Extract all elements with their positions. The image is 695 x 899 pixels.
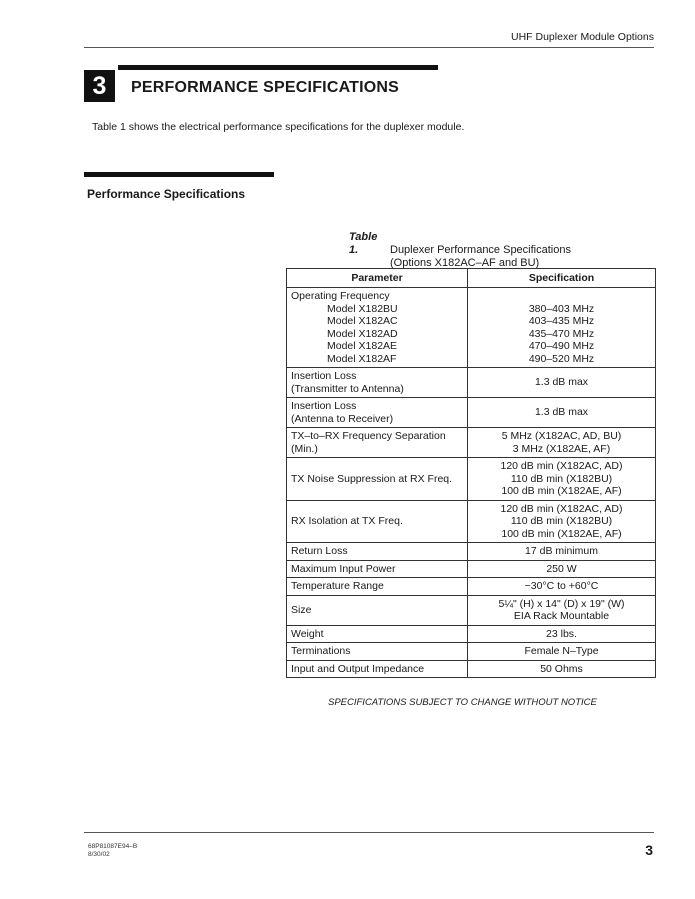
change-notice: SPECIFICATIONS SUBJECT TO CHANGE WITHOUT NOTICE (328, 697, 597, 708)
value-text: 5¼" (H) x 14" (D) x 19" (W) (498, 597, 625, 610)
param-cell (287, 368, 468, 398)
value-text: 110 dB min (X182BU) (510, 515, 613, 527)
param-cell (287, 660, 468, 678)
model-label: Model X182AD (327, 327, 398, 340)
value-text: 17 dB minimum (525, 545, 598, 557)
frequency-value: 435–470 MHz (528, 327, 595, 340)
table-caption-line1: Duplexer Performance Specifications (390, 244, 571, 256)
value-text: 3 MHz (X182AE, AF) (512, 442, 611, 455)
frequency-value: 490–520 MHz (528, 352, 595, 365)
table-row (287, 595, 656, 625)
model-label: Model X182AE (327, 340, 398, 352)
table-row (287, 398, 656, 428)
table-caption-line2: (Options X182AC–AF and BU) (390, 257, 540, 269)
value-text: 100 dB min (X182AE, AF) (501, 485, 622, 497)
param-cell (287, 428, 468, 458)
value-text: 120 dB min (X182AC, AD) (500, 502, 623, 515)
section-title: Performance Specifications (87, 187, 246, 201)
value-cell (468, 288, 656, 368)
frequency-value: 403–435 MHz (528, 315, 595, 327)
value-text: 250 W (546, 562, 577, 575)
doc-date: 8/30/02 (88, 851, 110, 858)
param-cell (287, 625, 468, 643)
model-label: Model X182AC (327, 315, 398, 327)
value-cell (468, 458, 656, 501)
chapter-title: PERFORMANCE SPECIFICATIONS (131, 79, 400, 96)
value-text: EIA Rack Mountable (513, 610, 610, 622)
value-cell (468, 398, 656, 428)
param-text: Size (291, 603, 312, 616)
param-text: Input and Output Impedance (291, 662, 425, 675)
model-label: Model X182AF (327, 352, 397, 365)
column-header-specification: Specification (468, 269, 656, 288)
value-cell (468, 560, 656, 578)
param-text: Maximum Input Power (291, 562, 396, 575)
footer-divider (84, 832, 654, 833)
param-text: Weight (291, 627, 324, 640)
value-text: 5 MHz (X182AC, AD, BU) (501, 430, 622, 442)
param-cell (287, 500, 468, 543)
footer-doc-info (88, 843, 137, 859)
chapter-number-badge: 3 (84, 70, 115, 102)
chapter-rule (118, 65, 438, 70)
frequency-value: 470–490 MHz (528, 340, 595, 352)
value-text: Female N–Type (524, 645, 599, 657)
header-divider (84, 47, 654, 48)
param-text: Temperature Range (291, 580, 384, 592)
section-rule (84, 172, 274, 177)
value-cell (468, 625, 656, 643)
param-text: (Transmitter to Antenna) (291, 382, 404, 395)
param-cell (287, 595, 468, 625)
param-text: (Antenna to Receiver) (291, 412, 394, 425)
value-text: 23 lbs. (546, 627, 577, 640)
param-text: Return Loss (291, 545, 348, 557)
value-cell (468, 500, 656, 543)
table-row (287, 500, 656, 543)
param-cell (287, 560, 468, 578)
table-row (287, 428, 656, 458)
param-text: TX Noise Suppression at RX Freq. (291, 472, 453, 485)
table-header-row (287, 269, 656, 288)
param-text: Insertion Loss (291, 400, 357, 412)
table-row (287, 560, 656, 578)
spec-table (286, 268, 656, 678)
param-text: TX–to–RX Frequency Separation (291, 430, 446, 442)
param-cell (287, 398, 468, 428)
table-row (287, 643, 656, 661)
value-cell (468, 660, 656, 678)
value-text: 1.3 dB max (534, 376, 589, 389)
table-row (287, 578, 656, 596)
doc-number: 68P81087E94–B (88, 843, 138, 850)
table-row (287, 368, 656, 398)
param-text: Insertion Loss (291, 370, 357, 382)
param-text: Terminations (291, 645, 351, 657)
value-cell (468, 595, 656, 625)
param-cell (287, 643, 468, 661)
table-caption (349, 231, 571, 270)
param-cell (287, 288, 468, 368)
table-row-operating-frequency (287, 288, 656, 368)
value-cell (468, 578, 656, 596)
param-label: Operating Frequency (291, 290, 390, 302)
running-header-title: UHF Duplexer Module Options (511, 31, 654, 43)
value-text: 50 Ohms (540, 662, 583, 675)
table-row (287, 458, 656, 501)
value-cell (468, 428, 656, 458)
table-caption-label: Table 1. (349, 231, 378, 256)
column-header-parameter: Parameter (287, 269, 468, 288)
param-cell (287, 543, 468, 561)
model-label: Model X182BU (327, 302, 398, 315)
value-text: 100 dB min (X182AE, AF) (501, 527, 622, 540)
param-text: (Min.) (291, 442, 318, 455)
value-text: 110 dB min (X182BU) (510, 472, 613, 485)
value-text: −30°C to +60°C (524, 580, 599, 592)
value-cell (468, 543, 656, 561)
value-text: 1.3 dB max (534, 406, 589, 419)
param-cell (287, 578, 468, 596)
param-cell (287, 458, 468, 501)
table-row (287, 625, 656, 643)
value-text: 120 dB min (X182AC, AD) (500, 460, 623, 472)
table-row (287, 543, 656, 561)
value-cell (468, 643, 656, 661)
frequency-value: 380–403 MHz (528, 302, 595, 315)
table-row (287, 660, 656, 678)
page-number: 3 (645, 842, 653, 858)
value-cell (468, 368, 656, 398)
param-text: RX Isolation at TX Freq. (291, 515, 403, 527)
intro-paragraph: Table 1 shows the electrical performance specifications for the duplexer module. (92, 121, 465, 133)
